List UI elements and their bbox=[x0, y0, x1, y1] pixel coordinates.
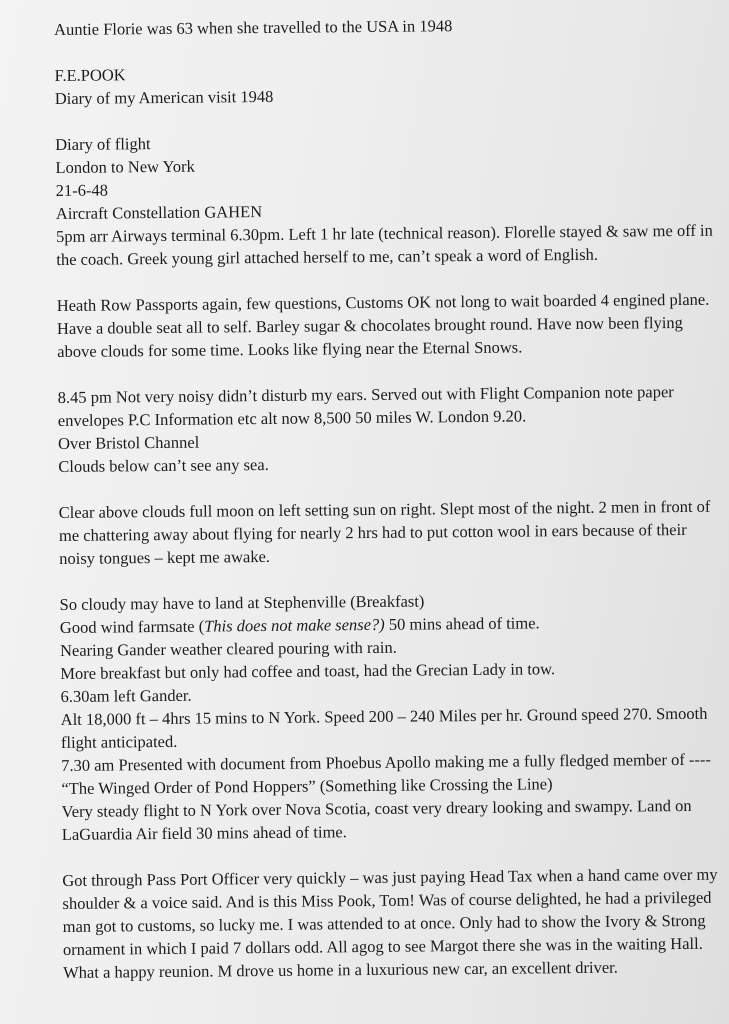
route: London to New York bbox=[55, 156, 195, 177]
paragraph-4 bbox=[59, 495, 720, 570]
paragraph-1 bbox=[56, 219, 716, 271]
flight-details bbox=[55, 127, 716, 225]
flight-title: Diary of flight bbox=[55, 134, 151, 154]
text-fragment: 50 mins ahead of time. bbox=[384, 613, 540, 634]
paragraph-text: Heath Row Passports again, few questions, Customs OK not long to wait boarded 4 engined plane. Have a double seat all to self. Barley sugar & chocolates brought round. Have now been flying above clouds for some time. Looks like flying near the Eternal Snows. bbox=[56, 289, 714, 361]
paragraph-text: More breakfast but only had coffee and toast, had the Grecian Lady in tow. bbox=[60, 659, 556, 683]
paragraph-text: Alt 18,000 ft – 4hrs 15 mins to N York. Speed 200 – 240 Miles per hr. Ground speed 270. Smooth flight anticipated. bbox=[60, 703, 712, 752]
diary-title: Diary of my American visit 1948 bbox=[54, 86, 274, 108]
paragraph-text: Clear above clouds full moon on left setting sun on right. Slept most of the night. 2 men in front of me chattering away about flying for nearly 2 hrs had to put cotton wool in ears because of their noisy tongues – kept me awake. bbox=[58, 496, 715, 568]
diary-text bbox=[54, 12, 723, 984]
paragraph-text: 8.45 pm Not very noisy didn’t disturb my ears. Served out with Flight Companion note paper envelopes P.C Information etc alt now 8,500 50 miles W. London 9.20. bbox=[57, 382, 678, 430]
paragraph-text: So cloudy may have to land at Stephenville (Breakfast) bbox=[59, 591, 425, 614]
flight-date: 21-6-48 bbox=[55, 180, 108, 200]
paragraph-text: Over Bristol Channel bbox=[57, 432, 200, 453]
paragraph-5 bbox=[60, 587, 722, 846]
author-name: F.E.POOK bbox=[54, 65, 126, 85]
paragraph-3 bbox=[58, 380, 719, 478]
paragraph-text: Got through Pass Port Officer very quickly – was just paying Head Tax when a hand came over my shoulder & a voice said. And is this Miss Pook, Tom! Was of course delighted, he had a privileged man got to customs, so lucky me. I was attended to at once. Only had to show the Ivory & Strong ornament in which I paid 7 dollars odd. All agog to see Margot there she was in the waiting Hall. What a happy reunion. M drove us home in a luxurious new car, an excellent driver. bbox=[62, 864, 722, 982]
paragraph-text: Clouds below can’t see any sea. bbox=[58, 454, 269, 476]
intro-line: Auntie Florie was 63 when she travelled to the USA in 1948 bbox=[54, 16, 453, 39]
aircraft: Aircraft Constellation GAHEN bbox=[55, 202, 263, 223]
paragraph-text: 6.30am left Gander. bbox=[60, 685, 192, 706]
heading-block bbox=[54, 58, 714, 110]
paragraph-2 bbox=[57, 288, 718, 363]
editor-note: This does not make sense?) bbox=[204, 614, 385, 636]
intro-block bbox=[54, 12, 714, 41]
text-fragment: Good wind farmsate ( bbox=[59, 616, 205, 637]
paragraph-6 bbox=[62, 863, 723, 984]
paragraph-text: Nearing Gander weather cleared pouring with rain. bbox=[59, 637, 397, 660]
paragraph-text: Very steady flight to N York over Nova Scotia, coast very dreary looking and swampy. Land on LaGuardia Air field 30 mins ahead of time. bbox=[61, 795, 696, 844]
paragraph-text: 7.30 am Presented with document from Phoebus Apollo making me a fully fledged member of ---- “The Winged Order of Pond Hoppers” (Something like Crossing the Line) bbox=[61, 749, 716, 798]
paragraph-text: 5pm arr Airways terminal 6.30pm. Left 1 hr late (technical reason). Florelle stayed & saw me off in the coach. Greek young girl attached herself to me, can’t speak a word of English. bbox=[56, 220, 718, 269]
